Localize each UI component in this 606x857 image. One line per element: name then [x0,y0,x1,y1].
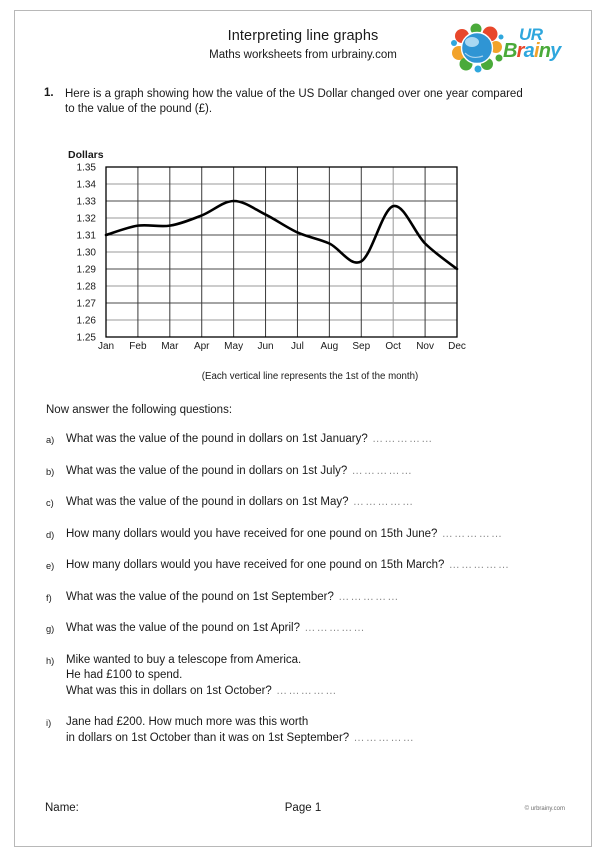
brand-logo[interactable] [451,21,579,75]
page-header [15,11,591,79]
question-item [46,464,556,480]
logo-brainy-text: Brainy [503,40,561,62]
chart-canvas [15,143,593,373]
y-tick-label: 1.34 [76,179,96,191]
page-title: Interpreting line graphs [227,28,379,44]
line-chart [15,143,591,393]
x-tick-label: Aug [320,341,339,352]
question-text-line: What was this in dollars on 1st October? …………… [66,684,338,697]
question-letter: d) [46,529,55,540]
x-tick-label: Oct [385,341,401,352]
x-tick-label: Jun [257,341,274,352]
question-item [46,558,556,574]
question-text-line: What was the value of the pound on 1st September? …………… [66,590,400,603]
answer-blank[interactable]: …………… [367,433,434,445]
chart-x-tick-labels [98,341,466,352]
x-tick-label: Nov [416,341,434,352]
question-1-text: Here is a graph showing how the value of the US Dollar changed over one year compared to the value of the pound (£). [65,88,523,115]
question-text-line: He had £100 to spend. [66,669,183,681]
question-item [46,590,556,606]
x-tick-label: Sep [352,341,371,352]
logo-ur-text: UR [519,25,543,44]
x-tick-label: Feb [129,341,147,352]
answer-blank[interactable]: …………… [349,731,416,744]
answer-blank[interactable]: …………… [347,464,414,477]
question-text-line: What was the value of the pound on 1st April? …………… [66,622,366,634]
question-item [46,527,556,543]
question-letter: e) [46,561,55,571]
page-footer [15,802,591,818]
question-text-line: How many dollars would you have received for one pound on 15th June? …………… [66,527,504,540]
question-text-line: How many dollars would you have received for one pound on 15th March? …………… [66,559,511,571]
x-tick-label: Mar [161,341,179,352]
y-tick-label: 1.30 [76,247,96,259]
answer-blank[interactable]: …………… [348,496,415,508]
question-text-line: in dollars on 1st October than it was on 1st September? …………… [66,731,416,744]
y-tick-label: 1.28 [76,281,96,293]
y-tick-label: 1.31 [76,230,96,242]
chart-y-axis-label: Dollars [68,149,104,161]
question-text-line: Jane had £200. How much more was this worth [66,716,309,728]
question-item [46,495,556,511]
name-field-label[interactable]: Name: [45,802,79,814]
question-letter: g) [46,624,55,634]
question-letter: f) [46,592,52,603]
question-item [46,653,556,700]
question-text-line: Mike wanted to buy a telescope from America. [66,653,302,666]
y-tick-label: 1.29 [76,264,96,276]
chart-gridlines [106,167,457,337]
answer-blank[interactable]: …………… [271,684,338,697]
page-subtitle: Maths worksheets from urbrainy.com [209,49,397,61]
x-tick-label: Jan [97,341,115,352]
globe-icon [451,23,505,73]
y-tick-label: 1.27 [76,298,96,310]
question-item [46,715,556,746]
chart-caption: (Each vertical line represents the 1st of the month) [201,371,419,382]
page-number: Page 1 [284,802,322,814]
y-tick-label: 1.33 [76,196,96,208]
question-letter: b) [46,466,55,477]
question-text-line: What was the value of the pound in dollars on 1st May? …………… [66,496,415,508]
question-letter: a) [46,435,55,445]
question-letter: i) [46,718,52,728]
x-tick-label: Jul [291,341,304,352]
questions-intro: Now answer the following questions: [46,404,233,416]
answer-blank[interactable]: …………… [437,527,504,540]
question-text-line: What was the value of the pound in dollars on 1st July? …………… [66,464,414,477]
x-tick-label: Apr [193,341,210,352]
question-item [46,432,556,448]
question-letter: c) [46,498,54,508]
y-tick-label: 1.25 [76,332,96,344]
logo-wordmark [503,25,581,71]
question-letter: h) [46,655,55,666]
y-tick-label: 1.32 [76,213,96,225]
y-tick-label: 1.26 [76,315,96,327]
chart-y-tick-labels [77,163,97,344]
answer-blank[interactable]: …………… [299,622,366,634]
question-list [46,432,556,746]
question-text-line: What was the value of the pound in dollars on 1st January? …………… [66,433,434,445]
question-1 [44,87,524,117]
answer-blank[interactable]: …………… [333,590,400,603]
copyright-notice: © urbrainy.com [524,806,565,812]
question-item [46,621,556,637]
x-tick-label: May [224,341,244,352]
questions-section [46,404,556,762]
question-1-number: 1. [44,87,54,99]
x-tick-label: Dec [448,341,466,352]
answer-blank[interactable]: …………… [444,559,511,571]
worksheet-page [14,10,592,847]
y-tick-label: 1.35 [76,162,96,174]
